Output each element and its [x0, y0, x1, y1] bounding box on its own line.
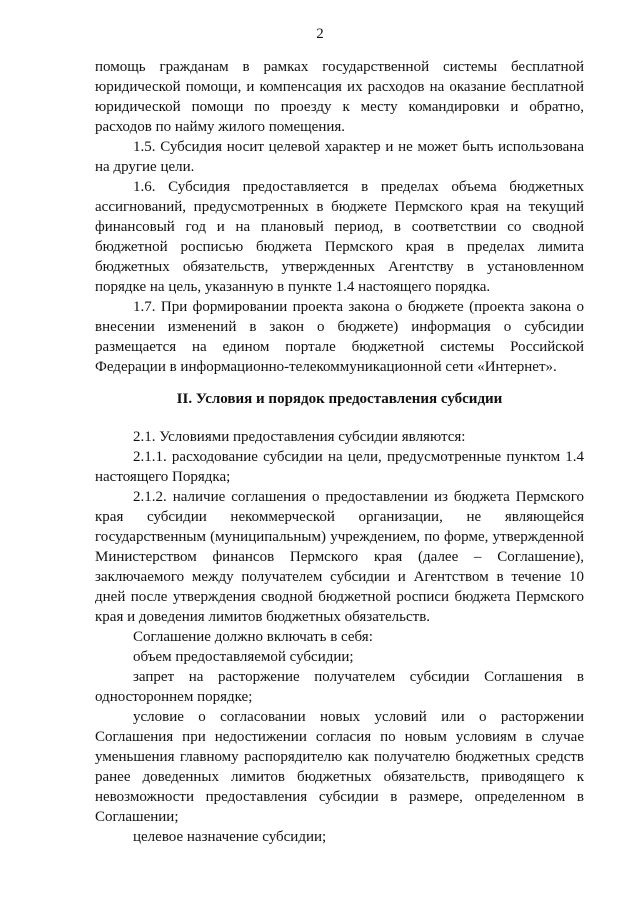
paragraph-2-1-2: 2.1.2. наличие соглашения о предоставлении из бюджета Пермского края субсидии некоммерческой организации, не являющейся государственным (муниципальным) учреждением, по форме, утвержденной Министерством финансов Пермского края (далее – Соглашение), заключаемого между получателем субсидии и Агентством в течение 10 дней после утверждения сводной бюджетной росписи бюджета Пермского края и доведения лимитов бюджетных обязательств.: [95, 489, 584, 625]
paragraph-continuation: помощь гражданам в рамках государственной системы бесплатной юридической помощи, и компенсация их расходов на оказание бесплатной юридической помощи по проезду к месту командировки и обратно, расходов по найму жилого помещения.: [95, 59, 584, 135]
paragraph-1-5: 1.5. Субсидия носит целевой характер и не может быть использована на другие цели.: [95, 139, 584, 175]
list-item-termination-ban: запрет на расторжение получателем субсидии Соглашения в одностороннем порядке;: [95, 669, 584, 705]
paragraph-1-6: 1.6. Субсидия предоставляется в пределах объема бюджетных ассигнований, предусмотренных в бюджете Пермского края на текущий финансовый год и на плановый период, в соответствии со сводной бюджетной росписью бюджета Пермского края в пределах лимита бюджетных обязательств, утвержденных Агентству в установленном порядке на цель, указанную в пункте 1.4 настоящего порядка.: [95, 179, 584, 295]
section-heading: II. Условия и порядок предоставления субсидии: [176, 391, 503, 407]
list-item-target-purpose: целевое назначение субсидии;: [133, 829, 327, 845]
document-body: [95, 57, 584, 847]
list-item-new-conditions: условие о согласовании новых условий или о расторжении Соглашения при недостижении согласия по новым условиям в случае уменьшения главному распорядителю как получателю бюджетных средств ранее доведенных лимитов бюджетных обязательств, приводящего к невозможности предоставления субсидии в размере, определенном в Соглашении;: [95, 709, 584, 825]
paragraph-agreement-intro: Соглашение должно включать в себя:: [133, 629, 373, 645]
page-number: 2: [316, 26, 324, 42]
paragraph-2-1: 2.1. Условиями предоставления субсидии являются:: [133, 429, 466, 445]
list-item-subsidy-volume: объем предоставляемой субсидии;: [133, 649, 354, 665]
paragraph-1-7: 1.7. При формировании проекта закона о бюджете (проекта закона о внесении изменений в закон о бюджете) информация о субсидии размещается на едином портале бюджетной системы Российской Федерации в информационно-телекоммуникационной сети «Интернет».: [95, 299, 584, 375]
paragraph-2-1-1: 2.1.1. расходование субсидии на цели, предусмотренные пунктом 1.4 настоящего Порядка;: [95, 449, 584, 485]
